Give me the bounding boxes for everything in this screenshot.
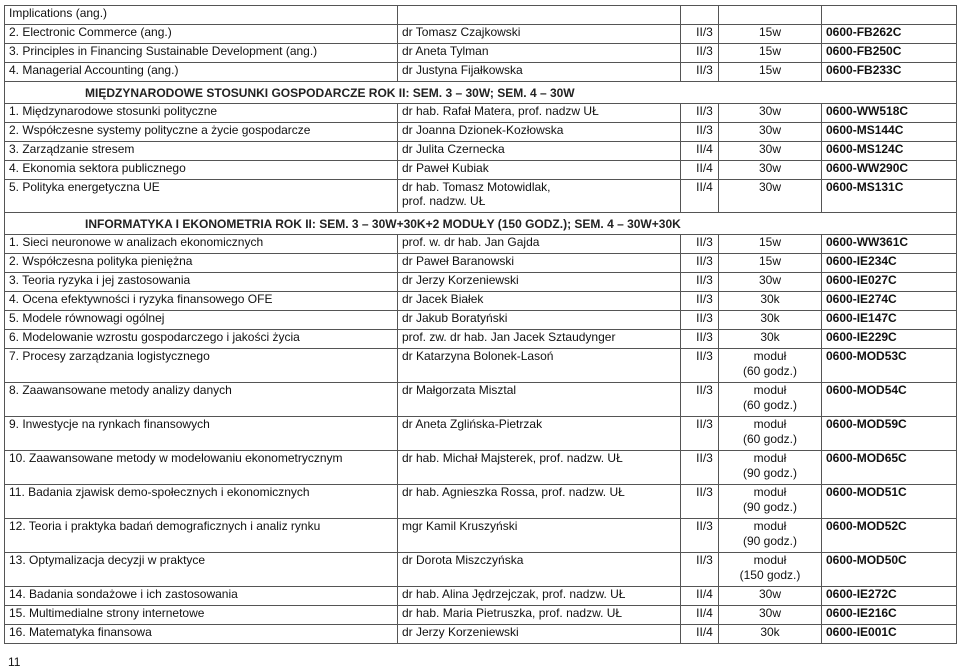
course-teacher: dr Jerzy Korzeniewski [398, 273, 681, 292]
course-hours [719, 485, 822, 519]
table-row [5, 292, 957, 311]
course-hours: 30w [719, 587, 822, 606]
course-title: 3. Teoria ryzyka i jej zastosowania [5, 273, 398, 292]
table-row [5, 519, 957, 553]
course-code: 0600-MOD59C [822, 417, 957, 451]
module-hours: (150 godz.) [739, 568, 801, 582]
course-code: 0600-FB250C [822, 44, 957, 63]
course-title: 5. Polityka energetyczna UE [5, 180, 398, 213]
table-row [5, 180, 957, 213]
course-code: 0600-IE234C [822, 254, 957, 273]
course-code: 0600-MS124C [822, 142, 957, 161]
section-header-row [5, 82, 957, 104]
course-teacher: prof. zw. dr hab. Jan Jacek Sztaudynger [398, 330, 681, 349]
course-code: 0600-WW361C [822, 235, 957, 254]
course-code: 0600-IE001C [822, 625, 957, 644]
course-year: II/3 [681, 417, 719, 451]
course-code: 0600-MOD50C [822, 553, 957, 587]
course-year: II/3 [681, 104, 719, 123]
course-title: 14. Badania sondażowe i ich zastosowania [5, 587, 398, 606]
course-title: 7. Procesy zarządzania logistycznego [5, 349, 398, 383]
course-hours [719, 451, 822, 485]
course-code: 0600-MOD52C [822, 519, 957, 553]
section-header-row [5, 213, 957, 235]
course-year: II/3 [681, 123, 719, 142]
course-year: II/3 [681, 553, 719, 587]
table-row [5, 25, 957, 44]
course-year: II/3 [681, 383, 719, 417]
course-teacher: dr Julita Czernecka [398, 142, 681, 161]
table-row [5, 587, 957, 606]
course-year: II/3 [681, 330, 719, 349]
course-hours: 30w [719, 142, 822, 161]
module-hours: (90 godz.) [742, 466, 798, 480]
course-teacher: dr Małgorzata Misztal [398, 383, 681, 417]
course-teacher: dr hab. Agnieszka Rossa, prof. nadzw. UŁ [398, 485, 681, 519]
course-code: 0600-IE216C [822, 606, 957, 625]
course-hours [719, 417, 822, 451]
course-year: II/4 [681, 587, 719, 606]
course-year [681, 6, 719, 25]
table-row [5, 417, 957, 451]
course-teacher: dr Jakub Boratyński [398, 311, 681, 330]
table-row [5, 383, 957, 417]
course-title: 3. Zarządzanie stresem [5, 142, 398, 161]
course-title: Implications (ang.) [5, 6, 398, 25]
course-hours [719, 349, 822, 383]
course-hours: 30w [719, 161, 822, 180]
course-teacher: dr hab. Alina Jędrzejczak, prof. nadzw. UŁ [398, 587, 681, 606]
course-teacher: mgr Kamil Kruszyński [398, 519, 681, 553]
table-row [5, 44, 957, 63]
module-hours: (60 godz.) [742, 364, 798, 378]
course-teacher: dr hab. Michał Majsterek, prof. nadzw. UŁ [398, 451, 681, 485]
course-year: II/3 [681, 254, 719, 273]
course-code: 0600-IE229C [822, 330, 957, 349]
course-teacher: dr Katarzyna Bolonek-Lasoń [398, 349, 681, 383]
course-year: II/3 [681, 451, 719, 485]
course-year: II/3 [681, 235, 719, 254]
course-title: 3. Principles in Financing Sustainable Development (ang.) [5, 44, 398, 63]
course-hours: 30k [719, 311, 822, 330]
course-title: 16. Matematyka finansowa [5, 625, 398, 644]
course-hours [719, 553, 822, 587]
course-hours: 30w [719, 123, 822, 142]
module-label: moduł [753, 349, 787, 363]
course-title: 8. Zaawansowane metody analizy danych [5, 383, 398, 417]
course-title: 2. Współczesne systemy polityczne a życie gospodarcze [5, 123, 398, 142]
table-row [5, 553, 957, 587]
course-year: II/4 [681, 625, 719, 644]
course-title: 10. Zaawansowane metody w modelowaniu ekonometrycznym [5, 451, 398, 485]
table-row [5, 63, 957, 82]
course-hours [719, 6, 822, 25]
course-year: II/4 [681, 161, 719, 180]
course-hours: 30w [719, 606, 822, 625]
teacher-line: prof. nadzw. UŁ [402, 194, 486, 208]
course-teacher: dr Jacek Białek [398, 292, 681, 311]
page-number: 11 [8, 655, 21, 669]
course-title: 12. Teoria i praktyka badań demograficznych i analiz rynku [5, 519, 398, 553]
course-title: 11. Badania zjawisk demo-społecznych i ekonomicznych [5, 485, 398, 519]
course-year: II/3 [681, 485, 719, 519]
course-code: 0600-MS144C [822, 123, 957, 142]
course-code: 0600-FB233C [822, 63, 957, 82]
module-label: moduł [753, 383, 787, 397]
course-code: 0600-IE147C [822, 311, 957, 330]
course-hours: 15w [719, 235, 822, 254]
course-year: II/4 [681, 606, 719, 625]
table-row [5, 235, 957, 254]
section-header: MIĘDZYNARODOWE STOSUNKI GOSPODARCZE ROK II: SEM. 3 – 30W; SEM. 4 – 30W [5, 82, 957, 104]
table-row [5, 161, 957, 180]
course-title: 6. Modelowanie wzrostu gospodarczego i jakości życia [5, 330, 398, 349]
course-hours: 30w [719, 104, 822, 123]
table-row [5, 6, 957, 25]
course-year: II/3 [681, 292, 719, 311]
course-year: II/3 [681, 63, 719, 82]
course-hours: 30w [719, 273, 822, 292]
module-label: moduł [753, 485, 787, 499]
course-teacher: prof. w. dr hab. Jan Gajda [398, 235, 681, 254]
course-title: 4. Ekonomia sektora publicznego [5, 161, 398, 180]
table-row [5, 311, 957, 330]
table-row [5, 254, 957, 273]
course-code: 0600-MOD51C [822, 485, 957, 519]
module-label: moduł [753, 519, 787, 533]
table-row [5, 485, 957, 519]
module-hours: (60 godz.) [742, 398, 798, 412]
course-code: 0600-WW518C [822, 104, 957, 123]
course-code: 0600-MOD53C [822, 349, 957, 383]
course-title: 1. Sieci neuronowe w analizach ekonomicznych [5, 235, 398, 254]
module-hours: (90 godz.) [742, 500, 798, 514]
course-teacher: dr Aneta Zglińska-Pietrzak [398, 417, 681, 451]
course-title: 4. Managerial Accounting (ang.) [5, 63, 398, 82]
course-year: II/3 [681, 44, 719, 63]
table-row [5, 451, 957, 485]
course-title: 2. Współczesna polityka pieniężna [5, 254, 398, 273]
table-row [5, 349, 957, 383]
course-code: 0600-FB262C [822, 25, 957, 44]
course-code: 0600-WW290C [822, 161, 957, 180]
course-hours: 30k [719, 330, 822, 349]
course-teacher: dr Jerzy Korzeniewski [398, 625, 681, 644]
module-label: moduł [753, 417, 787, 431]
course-title: 1. Międzynarodowe stosunki polityczne [5, 104, 398, 123]
table-row [5, 625, 957, 644]
table-row [5, 142, 957, 161]
course-year: II/3 [681, 349, 719, 383]
table-row [5, 606, 957, 625]
course-code: 0600-MOD65C [822, 451, 957, 485]
course-hours [719, 383, 822, 417]
course-title: 2. Electronic Commerce (ang.) [5, 25, 398, 44]
course-teacher [398, 180, 681, 213]
course-code: 0600-MOD54C [822, 383, 957, 417]
section-header: INFORMATYKA I EKONOMETRIA ROK II: SEM. 3 – 30W+30K+2 MODUŁY (150 GODZ.); SEM. 4 – 30W+30K [5, 213, 957, 235]
course-teacher: dr hab. Maria Pietruszka, prof. nadzw. UŁ [398, 606, 681, 625]
course-teacher: dr Aneta Tylman [398, 44, 681, 63]
course-teacher: dr hab. Rafał Matera, prof. nadzw UŁ [398, 104, 681, 123]
module-label: moduł [753, 553, 787, 567]
course-code: 0600-IE272C [822, 587, 957, 606]
course-title: 9. Inwestycje na rynkach finansowych [5, 417, 398, 451]
course-hours: 15w [719, 44, 822, 63]
course-table [4, 5, 957, 644]
course-year: II/3 [681, 25, 719, 44]
course-code: 0600-IE274C [822, 292, 957, 311]
course-title: 4. Ocena efektywności i ryzyka finansowego OFE [5, 292, 398, 311]
course-hours: 30w [719, 180, 822, 213]
course-year: II/3 [681, 273, 719, 292]
course-hours: 30k [719, 292, 822, 311]
course-hours: 15w [719, 25, 822, 44]
course-year: II/3 [681, 519, 719, 553]
table-row [5, 104, 957, 123]
course-hours: 30k [719, 625, 822, 644]
course-hours: 15w [719, 254, 822, 273]
course-code: 0600-IE027C [822, 273, 957, 292]
course-code: 0600-MS131C [822, 180, 957, 213]
module-label: moduł [753, 451, 787, 465]
course-hours [719, 519, 822, 553]
course-title: 13. Optymalizacja decyzji w praktyce [5, 553, 398, 587]
course-teacher: dr Paweł Kubiak [398, 161, 681, 180]
course-teacher: dr Dorota Miszczyńska [398, 553, 681, 587]
table-row [5, 123, 957, 142]
course-teacher: dr Joanna Dzionek-Kozłowska [398, 123, 681, 142]
course-year: II/4 [681, 142, 719, 161]
course-code [822, 6, 957, 25]
course-hours: 15w [719, 63, 822, 82]
course-title: 5. Modele równowagi ogólnej [5, 311, 398, 330]
course-year: II/3 [681, 311, 719, 330]
course-teacher [398, 6, 681, 25]
course-year: II/4 [681, 180, 719, 213]
module-hours: (90 godz.) [742, 534, 798, 548]
course-teacher: dr Paweł Baranowski [398, 254, 681, 273]
teacher-line: dr hab. Tomasz Motowidlak, [402, 180, 551, 194]
course-title: 15. Multimedialne strony internetowe [5, 606, 398, 625]
course-teacher: dr Justyna Fijałkowska [398, 63, 681, 82]
table-row [5, 273, 957, 292]
table-row [5, 330, 957, 349]
course-teacher: dr Tomasz Czajkowski [398, 25, 681, 44]
module-hours: (60 godz.) [742, 432, 798, 446]
